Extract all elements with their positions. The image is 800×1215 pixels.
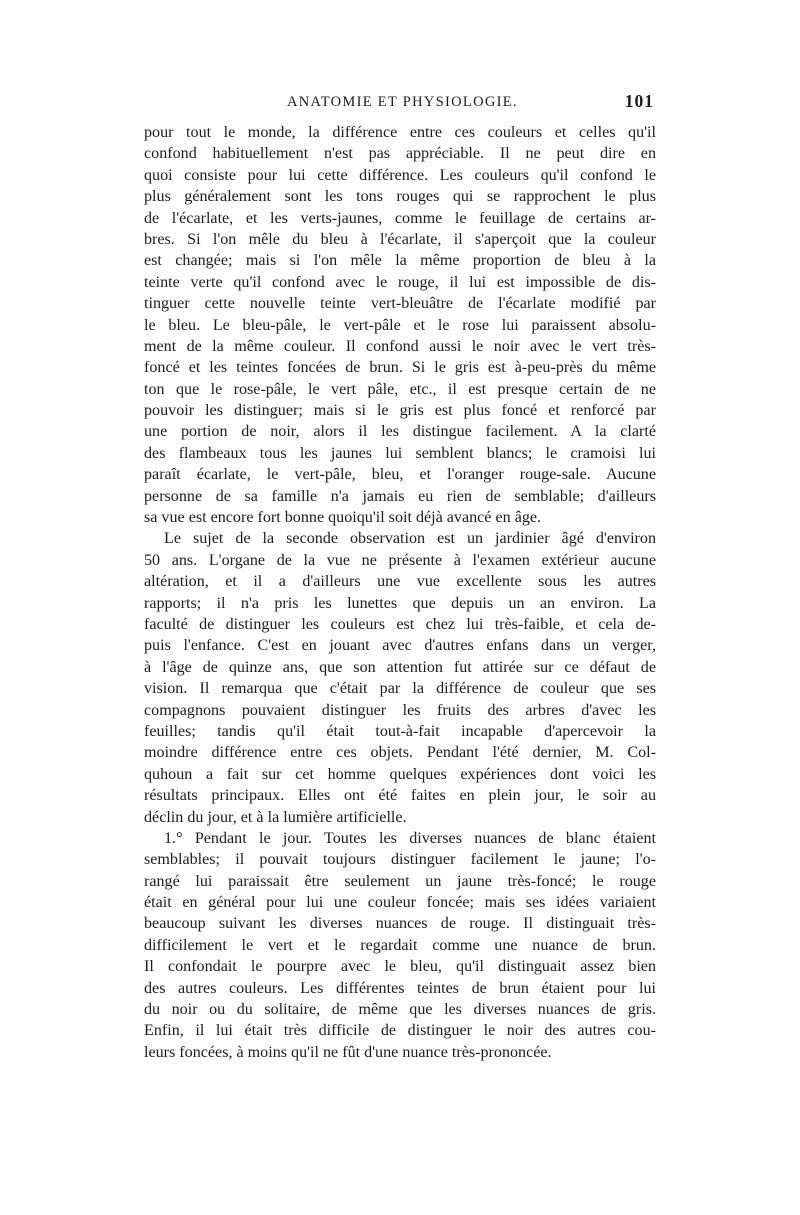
text-line: quhoun a fait sur cet homme quelques expériences dont voici les bbox=[144, 765, 656, 783]
text-line: confond habituellement n'est pas appréciable. Il ne peut dire en bbox=[144, 145, 656, 163]
text-line: altération, et il a d'ailleurs une vue excellente sous les autres bbox=[144, 573, 656, 591]
paragraph-start-line: Le sujet de la seconde observation est un jardinier âgé d'environ bbox=[164, 530, 656, 548]
text-line: bres. Si l'on mêle du bleu à l'écarlate, il s'aperçoit que la couleur bbox=[144, 230, 656, 248]
paragraph-start-line: 1.° Pendant le jour. Toutes les diverses nuances de blanc étaient bbox=[164, 829, 656, 847]
text-line: vision. Il remarqua que c'était par la différence de couleur que ses bbox=[144, 680, 656, 698]
text-line: beaucoup suivant les diverses nuances de rouge. Il distinguait très- bbox=[144, 915, 656, 933]
page-number: 101 bbox=[624, 91, 654, 111]
text-line: de l'écarlate, et les verts-jaunes, comme le feuillage de certains ar- bbox=[144, 209, 656, 227]
text-line: difficilement le vert et le regardait comme une nuance de brun. bbox=[144, 936, 656, 954]
text-line: ton que le rose-pâle, le vert pâle, etc., il est presque certain de ne bbox=[144, 380, 656, 398]
text-line: une portion de noir, alors il les distingue facilement. A la clarté bbox=[144, 423, 656, 441]
text-line: résultats principaux. Elles ont été faites en plein jour, le soir au bbox=[144, 787, 656, 805]
text-line: quoi consiste pour lui cette différence. Les couleurs qu'il confond le bbox=[144, 166, 656, 184]
text-line: rangé lui paraissait être seulement un jaune très-foncé; le rouge bbox=[144, 872, 656, 890]
text-line: sa vue est encore fort bonne quoiqu'il soit déjà avancé en âge. bbox=[144, 509, 542, 527]
running-head bbox=[140, 92, 660, 116]
text-line: feuilles; tandis qu'il était tout-à-fait incapable d'apercevoir la bbox=[144, 722, 656, 740]
text-line: est changée; mais si l'on mêle la même proportion de bleu à la bbox=[144, 252, 656, 270]
text-line: du noir ou du solitaire, de même que les diverses nuances de gris. bbox=[144, 1001, 656, 1019]
text-line: pouvoir les distinguer; mais si le gris est plus foncé et renforcé par bbox=[144, 402, 656, 420]
running-title: ANATOMIE ET PHYSIOLOGIE. bbox=[287, 94, 518, 110]
text-line: personne de sa famille n'a jamais eu rien de semblable; d'ailleurs bbox=[144, 487, 656, 505]
text-line: était en général pour lui une couleur foncée; mais ses idées variaient bbox=[144, 894, 656, 912]
text-line: à l'âge de quinze ans, que son attention fut attirée sur ce défaut de bbox=[144, 658, 656, 676]
text-line: teinte verte qu'il confond avec le rouge, il lui est impossible de dis- bbox=[144, 273, 656, 291]
text-line: des flambeaux tous les jaunes lui semblent blancs; le cramoisi lui bbox=[144, 444, 656, 462]
text-line: ment de la même couleur. Il confond aussi le noir avec le vert très- bbox=[144, 337, 656, 355]
text-line: foncé et les teintes foncées de brun. Si le gris est à-peu-près du même bbox=[144, 359, 656, 377]
text-line: Il confondait le pourpre avec le bleu, qu'il distinguait assez bien bbox=[144, 958, 656, 976]
text-line: tinguer cette nouvelle teinte vert-bleuâtre de l'écarlate modifié par bbox=[144, 295, 656, 313]
text-line: Enfin, il lui était très difficile de distinguer le noir des autres cou- bbox=[144, 1022, 656, 1040]
text-line: faculté de distinguer les couleurs est chez lui très-faible, et cela de- bbox=[144, 615, 656, 633]
body-text bbox=[144, 122, 656, 1063]
text-line: moindre différence entre ces objets. Pendant l'été dernier, M. Col- bbox=[144, 744, 656, 762]
text-line: 50 ans. L'organe de la vue ne présente à l'examen extérieur aucune bbox=[144, 551, 656, 569]
text-line: pour tout le monde, la différence entre ces couleurs et celles qu'il bbox=[144, 124, 656, 141]
text-line: leurs foncées, à moins qu'il ne fût d'une nuance très-prononcée. bbox=[144, 1043, 552, 1061]
text-line: des autres couleurs. Les différentes teintes de brun étaient pour lui bbox=[144, 979, 656, 997]
text-line: paraît écarlate, le vert-pâle, bleu, et l'oranger rouge-sale. Aucune bbox=[144, 466, 656, 484]
text-line: le bleu. Le bleu-pâle, le vert-pâle et le rose lui paraissent absolu- bbox=[144, 316, 656, 334]
text-line: rapports; il n'a pris les lunettes que depuis un an environ. La bbox=[144, 594, 656, 612]
text-line: semblables; il pouvait toujours distinguer facilement le jaune; l'o- bbox=[144, 851, 656, 869]
text-line: puis l'enfance. C'est en jouant avec d'autres enfans dans un verger, bbox=[144, 637, 656, 655]
text-line: plus généralement sont les tons rouges qui se rapprochent le plus bbox=[144, 188, 656, 206]
text-line: déclin du jour, et à la lumière artificielle. bbox=[144, 808, 407, 826]
text-line: compagnons pouvaient distinguer les fruits des arbres d'avec les bbox=[144, 701, 656, 719]
